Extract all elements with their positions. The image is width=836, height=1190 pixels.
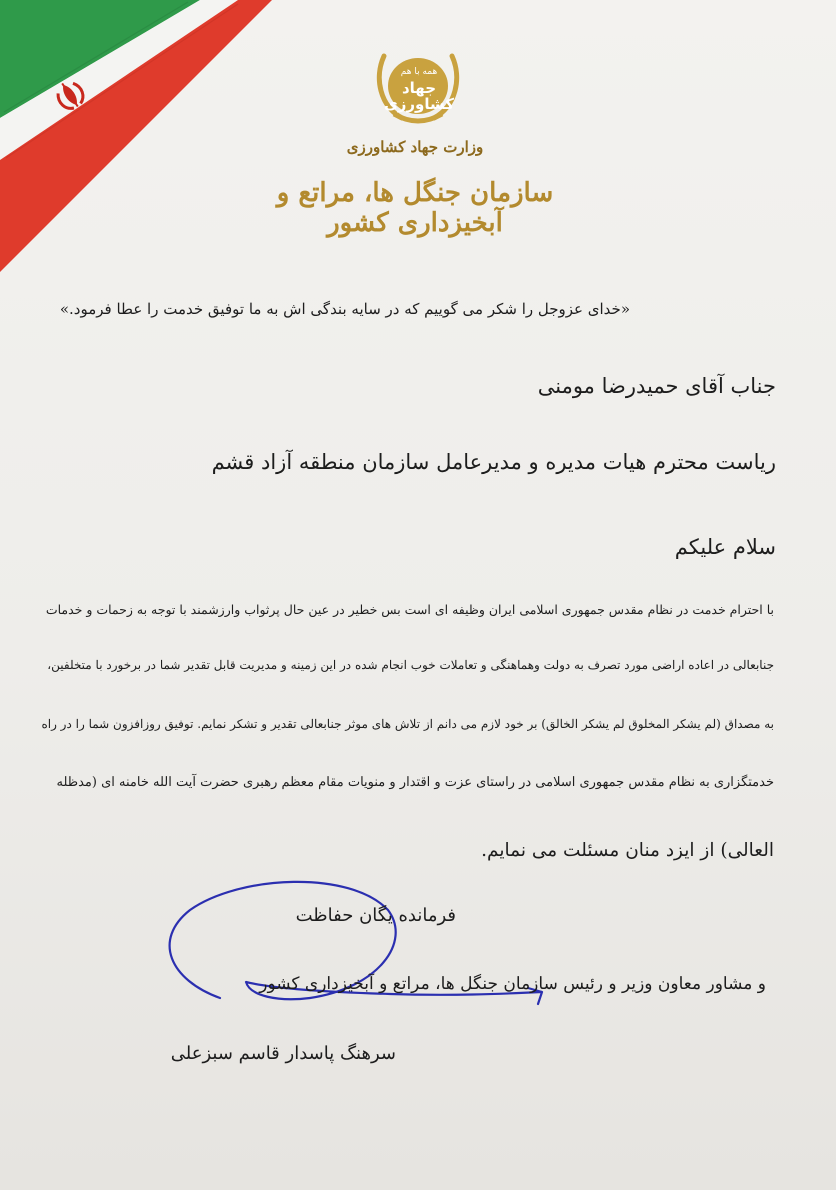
letter-greeting: سلام علیکم bbox=[674, 535, 776, 559]
body-line: با احترام خدمت در نظام مقدس جمهوری اسلامی ایران وظیفه ای است بس خطیر در عین حال پرثواب وارزشمند با توجه به زحمات و خدمات bbox=[45, 602, 774, 617]
body-line: العالی) از ایزد منان مسئلت می نمایم. bbox=[481, 840, 774, 861]
letter-motto: «خدای عزوجل را شکر می گوییم که در سایه بندگی اش به ما توفیق خدمت را عطا فرمود.» bbox=[59, 300, 630, 318]
flag-ribbon bbox=[0, 0, 300, 300]
logo-slogan: همه با هم bbox=[400, 67, 438, 77]
handwritten-signature bbox=[150, 870, 550, 1020]
body-line: به مصداق (لم یشکر المخلوق لم یشکر الخالق) بر خود لازم می دانم از تلاش های موثر جنابعالی تقدیر و تشکر نمایم. توفیق روزافزون شما را در راه bbox=[41, 717, 774, 731]
signer-name: سرهنگ پاسدار قاسم سبزعلی bbox=[170, 1043, 396, 1064]
body-line: جنابعالی در اعاده اراضی مورد تصرف به دولت وهماهنگی و تعاملات خوب انجام شده در این زمینه و مدیریت قابل تقدیر شما در برخورد با متخلفین، bbox=[47, 658, 774, 672]
ministry-logo-text bbox=[384, 64, 454, 112]
letter-addressee: جناب آقای حمیدرضا مومنی bbox=[537, 374, 776, 398]
signer-role: و مشاور معاون وزیر و رئیس سازمان جنگل ها، مراتع و آبخیزداری کشور bbox=[259, 974, 766, 994]
addressee-position: ریاست محترم هیات مدیره و مدیرعامل سازمان منطقه آزاد قشم bbox=[211, 450, 776, 474]
logo-main-text: جهاد کشاورزی bbox=[384, 79, 454, 113]
body-line: خدمتگزاری به نظام مقدس جمهوری اسلامی در راستای عزت و اقتدار و منویات مقام معظم رهبری حضرت آیت الله خامنه ای (مدظله bbox=[56, 775, 774, 790]
organization-name: سازمان جنگل ها، مراتع و آبخیزداری کشور bbox=[276, 178, 554, 238]
ministry-name: وزارت جهاد کشاورزی bbox=[346, 138, 484, 156]
signer-title: فرمانده یگان حفاظت bbox=[295, 905, 456, 926]
